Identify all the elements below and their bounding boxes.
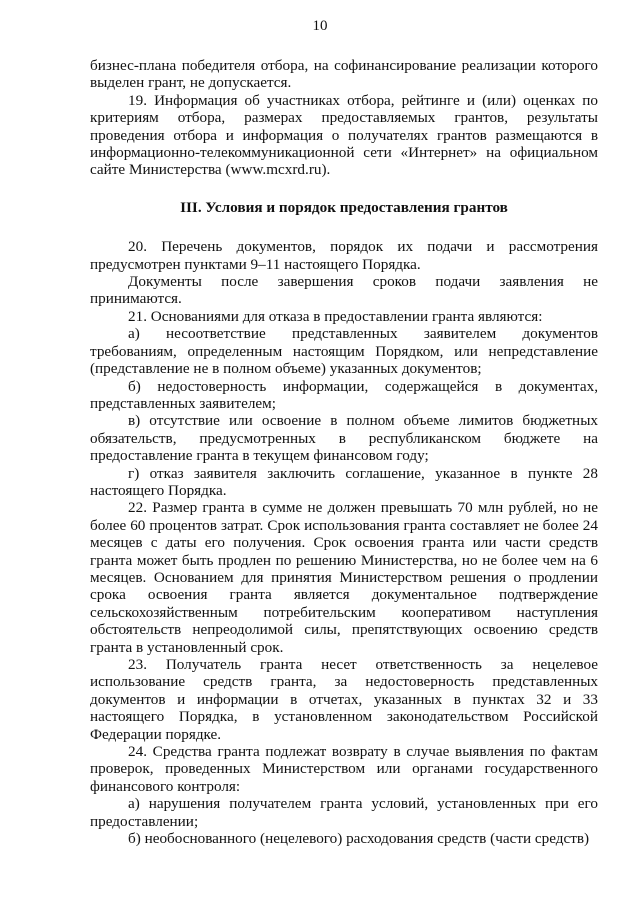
paragraph-21-b: б) недостоверность информации, содержащейся в документах, представленных заявителем;	[90, 377, 598, 412]
paragraph-24-b: б) необоснованного (нецелевого) расходования средств (части средств)	[128, 830, 590, 848]
paragraph-21: 21. Основаниями для отказа в предоставлении гранта являются:	[128, 307, 543, 325]
paragraph-21-v: в) отсутствие или освоение в полном объеме лимитов бюджетных обязательств, предусмотренных в республиканском бюджете на предоставление гранта в текущем финансовом году;	[90, 412, 598, 465]
paragraph-20: 20. Перечень документов, порядок их подачи и рассмотрения предусмотрен пунктами 9–11 настоящего Порядка.	[90, 238, 598, 273]
paragraph-22: 22. Размер гранта в сумме не должен превышать 70 млн рублей, но не более 60 процентов затрат. Срок использования гранта составляет не более 24 месяцев с даты его получения. Срок освоения гранта или части средств гранта может быть продлен по решению Министерства, но не более чем на 6 месяцев. Основанием для принятия Министерством решения о продлении срока освоения гранта является документальное подтверждение сельскохозяйственным потребительским кооперативом наступления обстоятельств непреодолимой силы, препятствующих освоению средств гранта в установленный срок.	[90, 499, 598, 656]
paragraph: Документы после завершения сроков подачи заявления не принимаются.	[90, 273, 598, 308]
page-number: 10	[312, 18, 328, 34]
paragraph-21-g: г) отказ заявителя заключить соглашение, указанное в пункте 28 настоящего Порядка.	[90, 464, 598, 499]
section-heading: III. Условия и порядок предоставления грантов	[180, 198, 508, 216]
document-body	[90, 57, 598, 847]
paragraph-24: 24. Средства гранта подлежат возврату в случае выявления по фактам проверок, проведенных Министерством или органами государственного финансового контроля:	[90, 743, 598, 795]
paragraph-19: 19. Информация об участниках отбора, рейтинге и (или) оценках по критериям отбора, размерах предоставляемых грантов, результаты проведения отбора и информация о получателях грантов размещаются в информационно-телекоммуникационной сети «Интернет» на официальном сайте Министерства (www.mcxrd.ru).	[90, 91, 598, 179]
paragraph: бизнес-плана победителя отбора, на софинансирование реализации которого выделен грант, не допускается.	[90, 57, 598, 92]
paragraph-23: 23. Получатель гранта несет ответственность за нецелевое использование средств гранта, за недостоверность представленных документов и информации в отчетах, указанных в пунктах 32 и 33 настоящего Порядка, в установленном законодательством Российской Федерации порядке.	[90, 656, 598, 743]
paragraph-24-a: а) нарушения получателем гранта условий, установленных при его предоставлении;	[90, 795, 598, 830]
paragraph-21-a: а) несоответствие представленных заявителем документов требованиям, определенным настоящим Порядком, или непредставление (представление не в полном объеме) указанных документов;	[90, 325, 598, 378]
